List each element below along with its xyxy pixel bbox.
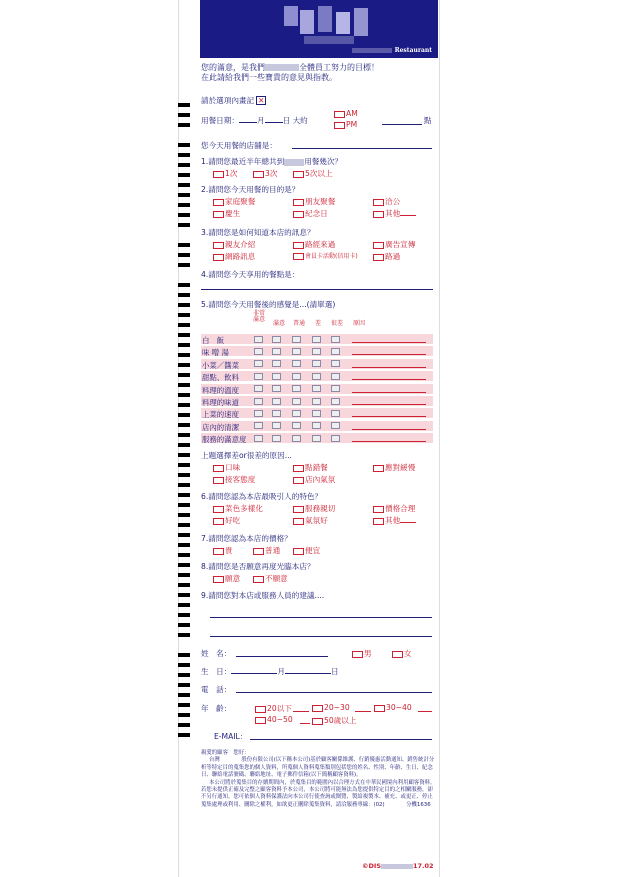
q7-opt-1[interactable]: 貴 bbox=[213, 545, 233, 556]
q5-reason-field[interactable] bbox=[352, 429, 426, 430]
q3-opt-5[interactable]: 會員卡活動(信用卡) bbox=[293, 251, 358, 260]
q5-reason-field[interactable] bbox=[352, 367, 426, 368]
q5-rating-checkbox[interactable] bbox=[331, 398, 340, 405]
q5-col-normal: 普通 bbox=[292, 320, 305, 327]
q5-col-reason: 原因 bbox=[352, 320, 365, 327]
age-label: 年 齡： bbox=[201, 704, 232, 713]
q2-opt-6[interactable]: 其他 bbox=[373, 208, 416, 219]
email-field[interactable] bbox=[250, 739, 432, 740]
q6-label: 6.請問您認為本店最吸引人的特色？ bbox=[201, 492, 323, 501]
q5-rating-checkbox[interactable] bbox=[254, 435, 263, 442]
q5-rating-checkbox[interactable] bbox=[331, 422, 340, 429]
age-opt-2[interactable]: 20~30 bbox=[312, 703, 350, 712]
q5-reason-field[interactable] bbox=[352, 404, 426, 405]
q5-rating-checkbox[interactable] bbox=[292, 373, 301, 380]
q2-label: 2.請問您今天用餐的目的是？ bbox=[201, 185, 300, 194]
q3-opt-6[interactable]: 路過 bbox=[373, 251, 400, 262]
q8-label: 8.請問您是否願意再度光臨本店？ bbox=[201, 562, 315, 571]
q5-rating-checkbox[interactable] bbox=[331, 348, 340, 355]
q5-rating-checkbox[interactable] bbox=[254, 422, 263, 429]
q5-rating-checkbox[interactable] bbox=[312, 435, 321, 442]
q5-rating-checkbox[interactable] bbox=[292, 348, 301, 355]
q5-rating-checkbox[interactable] bbox=[312, 373, 321, 380]
q1-label: 1.請問您最近半年總共到 用餐幾次？ bbox=[201, 157, 343, 166]
q6-opt-1[interactable]: 菜色多樣化 bbox=[213, 503, 263, 514]
brand-logo: Restaurant bbox=[352, 47, 432, 54]
age-opt-3[interactable]: 30~40 bbox=[374, 703, 412, 712]
q5-label: 5.請問您今天用餐後的感覺是...(請單選) bbox=[201, 300, 336, 309]
instruction: 請於選項內畫記 ✕ bbox=[201, 96, 265, 105]
q5-rating-checkbox[interactable] bbox=[312, 410, 321, 417]
q1-opt-1[interactable]: 1次 bbox=[213, 168, 237, 179]
q5-rating-checkbox[interactable] bbox=[312, 422, 321, 429]
q5-row-label: 味 噌 湯 bbox=[202, 348, 229, 358]
q5-col-very-poor: 很差 bbox=[330, 320, 343, 327]
date-row: 用餐日期： 月 日 大約 bbox=[201, 116, 308, 125]
intro-line1: 您的滿意，是我們 全體員工努力的目標！ bbox=[201, 63, 379, 72]
q6-opt-6[interactable]: 其他 bbox=[373, 515, 416, 526]
q3-label: 3.請問您是如何知道本店的訊息？ bbox=[201, 228, 315, 237]
q5-rating-checkbox[interactable] bbox=[292, 398, 301, 405]
phone-label: 電 話： bbox=[201, 685, 232, 694]
q2-opt-1[interactable]: 家庭聚餐 bbox=[213, 196, 255, 207]
phone-field[interactable] bbox=[236, 692, 432, 693]
q6-opt-3[interactable]: 價格合理 bbox=[373, 503, 415, 514]
header-banner bbox=[200, 0, 438, 58]
q5-rating-checkbox[interactable] bbox=[272, 360, 281, 367]
form-code: ©DIS 17.02 bbox=[362, 862, 434, 870]
q5-rating-checkbox[interactable] bbox=[292, 422, 301, 429]
store-field[interactable] bbox=[292, 148, 432, 149]
q5-rating-checkbox[interactable] bbox=[312, 398, 321, 405]
q5b-opt-3[interactable]: 應對緩慢 bbox=[373, 462, 415, 473]
q5-row-label: 料理的溫度 bbox=[202, 385, 239, 395]
age-opt-1[interactable]: 20以下 bbox=[255, 703, 292, 714]
q5-rating-checkbox[interactable] bbox=[292, 360, 301, 367]
q5-rating-checkbox[interactable] bbox=[331, 373, 340, 380]
q3-opt-4[interactable]: 網路訊息 bbox=[213, 251, 255, 262]
q5-row-label: 料理的味道 bbox=[202, 398, 239, 407]
q1-opt-2[interactable]: 3次 bbox=[253, 168, 277, 179]
q1-opt-3[interactable]: 5次以上 bbox=[293, 168, 333, 179]
q5-rating-checkbox[interactable] bbox=[272, 398, 281, 405]
q5-rating-checkbox[interactable] bbox=[312, 348, 321, 355]
q2-opt-3[interactable]: 洽公 bbox=[373, 196, 400, 207]
q5-rating-checkbox[interactable] bbox=[292, 336, 301, 343]
q5-reason-field[interactable] bbox=[352, 342, 426, 343]
am-option[interactable]: AM bbox=[334, 109, 358, 118]
q5-rating-checkbox[interactable] bbox=[331, 410, 340, 417]
q5-rating-checkbox[interactable] bbox=[331, 435, 340, 442]
q5b-opt-1[interactable]: 口味 bbox=[213, 462, 240, 473]
q5-rating-checkbox[interactable] bbox=[331, 336, 340, 343]
q8-opt-1[interactable]: 願意 bbox=[213, 573, 240, 584]
q2-opt-5[interactable]: 紀念日 bbox=[293, 208, 328, 219]
q5b-opt-4[interactable]: 接客態度 bbox=[213, 474, 255, 485]
q5-col-poor: 差 bbox=[314, 320, 321, 327]
pm-option[interactable]: PM bbox=[334, 120, 357, 129]
q5-rating-checkbox[interactable] bbox=[254, 336, 263, 343]
q5-rating-checkbox[interactable] bbox=[254, 360, 263, 367]
age-opt-5[interactable]: 50歲以上 bbox=[312, 715, 356, 726]
q5-rating-checkbox[interactable] bbox=[312, 385, 321, 392]
privacy-notice: 親愛的顧客 您好： 台灣 股份有限公司(以下稱本公司)基於顧客關係維護、行銷優惠活動通知、銷售統計分析等特定目的蒐集您的個人資料，所蒐個人資料蒐集類別包括您的姓名、性別、年齡、生日、紀念日、聯絡電話號碼、聯絡地址、電子郵件信箱(以下簡稱顧客資料)。 本公司將於蒐集目的存續期間內，於蒐集目的範圍內以合理方式在中華民國境內利用顧客資料。若您未提供正確及完整之顧客資料予本公司，本公司將可能無法為您提供特定目的之相關服務，卻不另行通知。您可依個人資料保護法向本公司行使查詢或閱覽、製給複製本、補充、或更正、停止蒐集處理或利用、刪除之權利，如欲更正刪除蒐集資料，請洽服務專線：(02) 分機1636 bbox=[201, 750, 436, 808]
q5-reason-field[interactable] bbox=[352, 354, 426, 355]
q3-opt-1[interactable]: 親友介紹 bbox=[213, 239, 255, 250]
q4-label: 4.請問您今天享用的餐點是： bbox=[201, 270, 300, 279]
q7-label: 7.請問您認為本店的價格？ bbox=[201, 534, 292, 543]
q5-rating-checkbox[interactable] bbox=[331, 385, 340, 392]
q3-opt-3[interactable]: 廣告宣傳 bbox=[373, 239, 415, 250]
q5-rating-checkbox[interactable] bbox=[272, 422, 281, 429]
q5-row-label: 上菜的速度 bbox=[202, 410, 239, 420]
gender-female[interactable]: 女 bbox=[392, 648, 412, 659]
q5-rating-checkbox[interactable] bbox=[312, 336, 321, 343]
q5-reason-field[interactable] bbox=[352, 441, 426, 442]
q5b-label: 上題選擇差or很差的原因... bbox=[201, 451, 292, 460]
q5b-opt-2[interactable]: 點錯餐 bbox=[293, 462, 328, 473]
gender-male[interactable]: 男 bbox=[352, 648, 372, 659]
q2-opt-4[interactable]: 慶生 bbox=[213, 208, 240, 219]
q3-opt-2[interactable]: 路經來過 bbox=[293, 239, 335, 250]
q5-row-label: 白 飯 bbox=[202, 336, 225, 345]
name-field[interactable] bbox=[236, 656, 328, 657]
q5-row-label: 小菜／醬菜 bbox=[202, 360, 239, 370]
q5-rating-checkbox[interactable] bbox=[292, 435, 301, 442]
q5-rating-checkbox[interactable] bbox=[254, 348, 263, 355]
name-label: 姓 名： bbox=[201, 649, 232, 658]
q5-rating-checkbox[interactable] bbox=[292, 385, 301, 392]
q5-row-label: 服務的滿意度 bbox=[202, 435, 247, 445]
q5-rating-checkbox[interactable] bbox=[272, 336, 281, 343]
q6-opt-5[interactable]: 氣氛好 bbox=[293, 515, 328, 526]
q5-rating-checkbox[interactable] bbox=[272, 385, 281, 392]
q5-reason-field[interactable] bbox=[352, 392, 426, 393]
q5-rating-checkbox[interactable] bbox=[272, 348, 281, 355]
birth-label: 生 日： 月 日 bbox=[201, 667, 339, 676]
q5-rating-checkbox[interactable] bbox=[254, 385, 263, 392]
q5-rating-checkbox[interactable] bbox=[331, 360, 340, 367]
q5-reason-field[interactable] bbox=[352, 379, 426, 380]
q6-opt-4[interactable]: 好吃 bbox=[213, 515, 240, 526]
q4-field[interactable] bbox=[201, 289, 433, 290]
q5-row-label: 店內的清潔 bbox=[202, 422, 239, 432]
q5-rating-checkbox[interactable] bbox=[272, 435, 281, 442]
q5-rating-checkbox[interactable] bbox=[272, 410, 281, 417]
q9-field-1[interactable] bbox=[210, 617, 432, 618]
q5-rating-checkbox[interactable] bbox=[254, 373, 263, 380]
q5-rating-checkbox[interactable] bbox=[312, 360, 321, 367]
q7-opt-3[interactable]: 便宜 bbox=[293, 545, 320, 556]
email-label: E-MAIL： bbox=[214, 732, 248, 741]
q5b-opt-5[interactable]: 店內氣氛 bbox=[293, 474, 335, 485]
x-mark-icon: ✕ bbox=[257, 96, 265, 105]
store-label: 您今天用餐的店舖是： bbox=[201, 141, 277, 150]
age-opt-4[interactable]: 40~50 bbox=[255, 715, 293, 724]
hour-label: 點 bbox=[424, 116, 432, 125]
q5-col-satisfied: 滿意 bbox=[272, 320, 285, 327]
q2-opt-2[interactable]: 朋友聚餐 bbox=[293, 196, 335, 207]
q5-rating-checkbox[interactable] bbox=[292, 410, 301, 417]
q5-col-very-satisfied: 非常滿意 bbox=[252, 310, 265, 323]
q9-field-2[interactable] bbox=[210, 636, 432, 637]
q8-opt-2[interactable]: 不願意 bbox=[253, 573, 288, 584]
q5-row-label: 甜點、飲料 bbox=[202, 373, 239, 383]
q9-label: 9.請問您對本店或服務人員的建議.... bbox=[201, 591, 325, 600]
q6-opt-2[interactable]: 服務親切 bbox=[293, 503, 335, 514]
q5-rating-checkbox[interactable] bbox=[254, 398, 263, 405]
intro-line2: 在此請給我們一些寶貴的意見與指教。 bbox=[201, 73, 337, 82]
q5-reason-field[interactable] bbox=[352, 416, 426, 417]
q5-rating-checkbox[interactable] bbox=[272, 373, 281, 380]
q5-rating-checkbox[interactable] bbox=[254, 410, 263, 417]
q7-opt-2[interactable]: 普通 bbox=[253, 545, 280, 556]
